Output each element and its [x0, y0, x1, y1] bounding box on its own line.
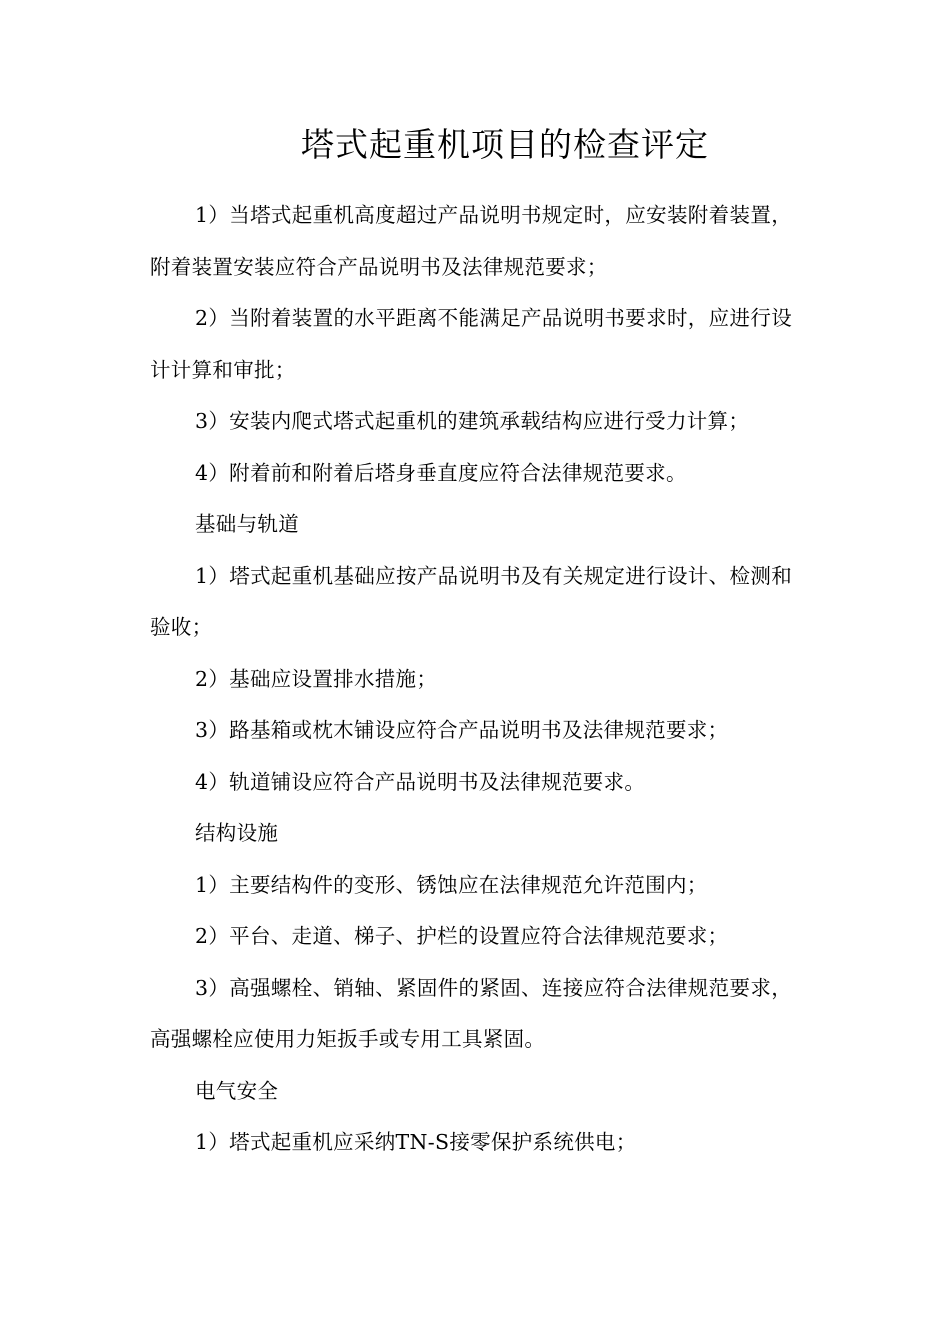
paragraph: 1）塔式起重机基础应按产品说明书及有关规定进行设计、检测和验收；: [150, 563, 792, 639]
paragraph: 4）轨道铺设应符合产品说明书及法律规范要求。: [195, 769, 646, 794]
document-title: 塔式起重机项目的检查评定: [301, 125, 709, 164]
paragraph: 3）路基箱或枕木铺设应符合产品说明书及法律规范要求；: [195, 718, 729, 742]
document-body: [150, 190, 792, 1169]
section-heading: 结构设施: [195, 821, 279, 845]
paragraph: 1）主要结构件的变形、锈蚀应在法律规范允许范围内；: [195, 872, 708, 897]
paragraph: 2）平台、走道、梯子、护栏的设置应符合法律规范要求；: [195, 924, 729, 948]
section-heading: 电气安全: [195, 1078, 279, 1103]
paragraph: 4）附着前和附着后塔身垂直度应符合法律规范要求。: [195, 460, 687, 485]
paragraph: 2）基础应设置排水措施；: [195, 666, 438, 691]
paragraph: 3）高强螺栓、销轴、紧固件的紧固、连接应符合法律规范要求，高强螺栓应使用力矩扳手或专用工具紧固。: [150, 975, 792, 1051]
paragraph: 2）当附着装置的水平距离不能满足产品说明书要求时，应进行设计计算和审批；: [150, 306, 792, 382]
paragraph: 1）当塔式起重机高度超过产品说明书规定时，应安装附着装置，附着装置安装应符合产品说明书及法律规范要求；: [150, 203, 792, 279]
section-heading: 基础与轨道: [195, 512, 299, 536]
paragraph: 3）安装内爬式塔式起重机的建筑承载结构应进行受力计算；: [195, 409, 750, 433]
paragraph: 1）塔式起重机应采纳TN-S接零保护系统供电；: [195, 1130, 637, 1154]
